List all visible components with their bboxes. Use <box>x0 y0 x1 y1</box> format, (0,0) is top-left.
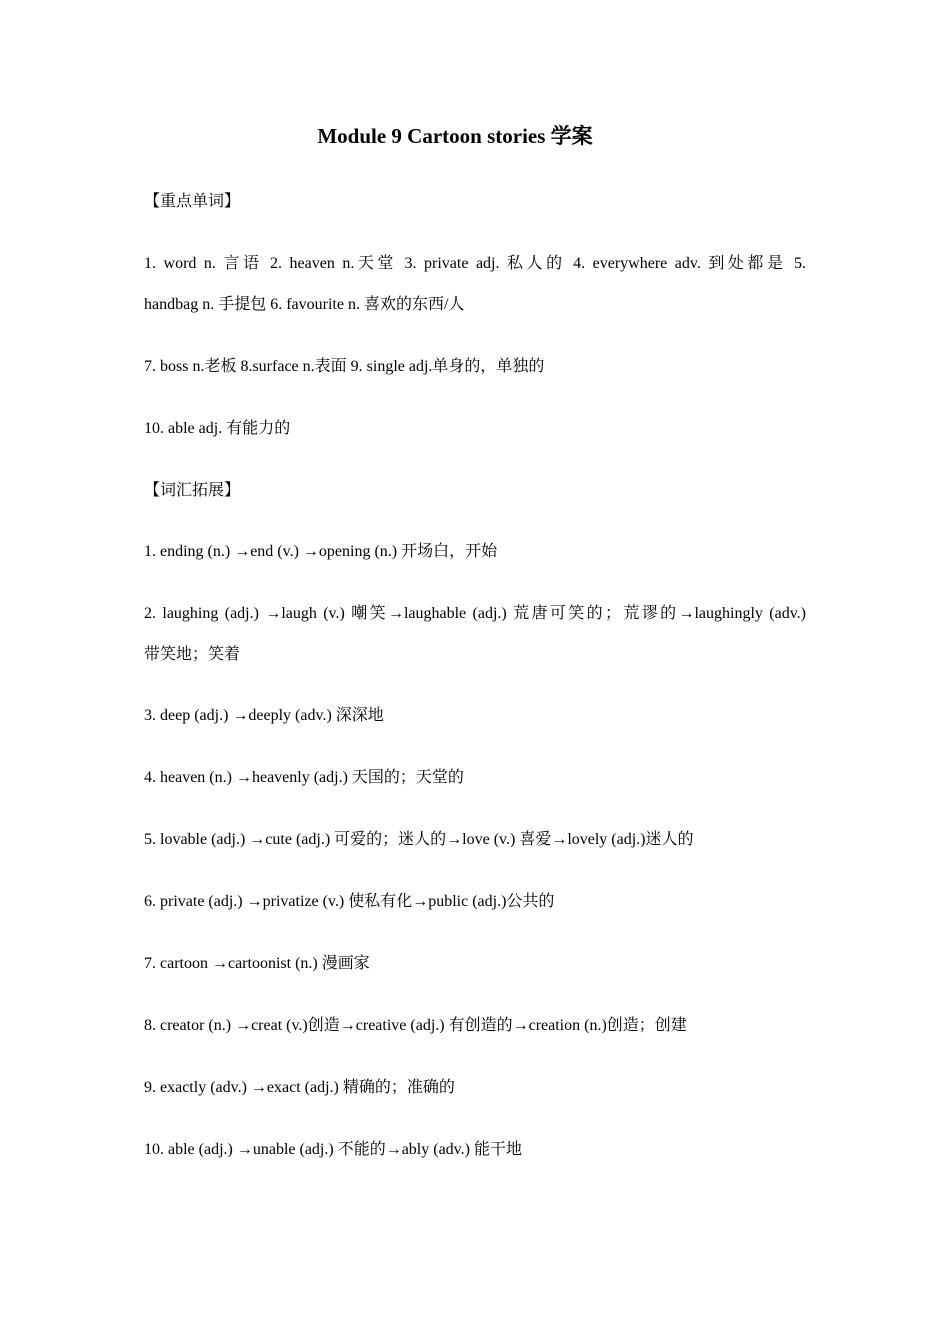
vocab-line-9: 9. exactly (adv.) →exact (adj.) 精确的；准确的 <box>144 1079 455 1096</box>
vocab-line-2-cont: 带笑地；笑着 <box>144 646 241 663</box>
vocab-line-6: 6. private (adj.) →privatize (v.) 使私有化→public (adj.)公共的 <box>144 893 555 910</box>
vocab-line-10: 10. able (adj.) →unable (adj.) 不能的→ably (adv.) 能干地 <box>144 1141 522 1158</box>
page-title: Module 9 Cartoon stories 学案 <box>317 124 593 148</box>
vocab-line-1: 1. ending (n.) →end (v.) →opening (n.) 开场白，开始 <box>144 543 498 560</box>
vocab-line-3: 3. deep (adj.) →deeply (adv.) 深深地 <box>144 707 384 724</box>
section-heading-vocab-expansion: 【词汇拓展】 <box>144 482 241 499</box>
vocab-line-4: 4. heaven (n.) →heavenly (adj.) 天国的；天堂的 <box>144 769 464 786</box>
vocab-line-8: 8. creator (n.) →creat (v.)创造→creative (adj.) 有创造的→creation (n.)创造；创建 <box>144 1017 687 1034</box>
key-words-line-2: handbag n. 手提包 6. favourite n. 喜欢的东西/人 <box>144 296 465 313</box>
vocab-line-5: 5. lovable (adj.) →cute (adj.) 可爱的；迷人的→love (v.) 喜爱→lovely (adj.)迷人的 <box>144 831 694 848</box>
vocab-line-2: 2. laughing (adj.) →laugh (v.) 嘲笑→laughable (adj.) 荒唐可笑的；荒谬的→laughingly (adv.) <box>144 605 806 622</box>
section-heading-key-words: 【重点单词】 <box>144 193 241 210</box>
key-words-line-3: 7. boss n.老板 8.surface n.表面 9. single adj.单身的，单独的 <box>144 358 545 375</box>
key-words-line-4: 10. able adj. 有能力的 <box>144 420 291 437</box>
key-words-line-1: 1. word n. 言语 2. heaven n.天堂 3. private adj. 私人的 4. everywhere adv. 到处都是 5. <box>144 255 806 272</box>
vocab-line-7: 7. cartoon →cartoonist (n.) 漫画家 <box>144 955 370 972</box>
